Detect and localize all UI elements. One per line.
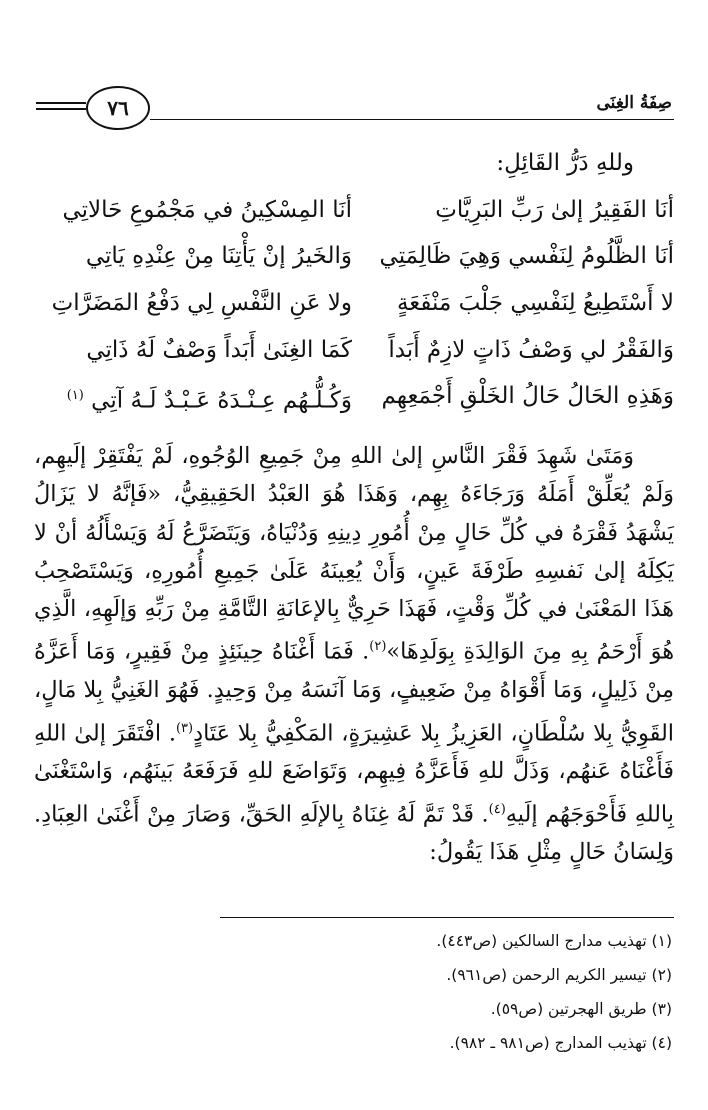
verse-second-hemistich: كَمَا الغِنَىٰ أَبَداً وَصْفٌ لَهُ ذَاتِي [86,337,352,363]
paragraph-text: وَمَتَىٰ شَهِدَ فَقْرَ النَّاسِ إلىٰ اللهِ مِنْ جَمِيعِ الوُجُوهِ، لَمْ يَفْتَقِرْ إلَيهِم، وَلَمْ يُعَلِّقْ أَمَلَهُ وَرَجَاءَهُ بِهِم، وَهَذَا هُوَ العَبْدُ الحَقِيقِيُّ، «فَإنَّهُ لا يَزَالُ يَشْهَدُ فَقْرَهُ في كُلِّ حَالٍ مِنْ أُمُورِ دِينِهِ وَدُنْيَاهُ، وَيَتَضَرَّعُ لَهُ وَيَسْأَلُهُ أنْ لا يَكِلَهُ إلىٰ نَفسِهِ طَرْفَةَ عَينٍ، وَأَنْ يُعِينَهُ عَلَىٰ جَمِيعِ أُمُورِهِ، وَيَسْتَصْحِبُ هَذَا المَعْنَىٰ في كُلِّ وَقْتٍ، فَهَذَا حَرِيٌّ بِالإعَانَةِ التَّامَّةِ مِنْ رَبِّهِ وَإلَهِهِ، الَّذِي هُوَ أَرْحَمُ بِهِ مِنَ الوَالِدَةِ بِوَلَدِهَا» [34,443,674,665]
verse-second-hemistich: وَكُـلُّـهُم عِـنْـدَهُ عَـبْـدٌ لَـهُ آتِي [91,387,352,414]
footnote: (١) تهذيب مدارج السالكين (ص٤٤٣). [436,932,672,950]
footnote-marker: (١) [66,388,84,403]
poem-verse [34,190,674,238]
page-number: ٧٦ [86,86,150,130]
poem [34,190,674,430]
running-header-title: صِفَةُ الغِنَى [596,93,672,113]
paragraph-text: . فَمَا أَغْنَاهُ حِينَئِذٍ مِنْ فَقِيرٍ، وَمَا أَعَزَّهُ مِنْ ذَلِيلٍ، وَمَا أَقْوَاهُ مِنْ ضَعِيفٍ، وَمَا آنَسَهُ مِنْ وَحِيدٍ. فَهُوَ الغَنِيُّ بِلا مَالٍ، القَوِيُّ بِلا سُلْطَانٍ، العَزِيزُ بِلا عَشِيرَةٍ، المَكْفِيُّ بِلا عَتَادٍ [34,638,674,747]
paragraph-text: . افْتَقَرَ إلىٰ اللهِ فَأَغْنَاهُ عَنهُم، وَذَلَّ للهِ فَأَعَزَّهُ فِيهِم، وَتَوَاضَعَ للهِ فَرَفَعَهُ بَينَهُم، وَاسْتَغْنَىٰ بِاللهِ فَأَحْوَجَهُم إلَيهِ [34,720,674,828]
footnote: (٣) طريق الهجرتين (ص٥٩). [490,1000,672,1018]
verse-first-hemistich: وَالفَقْرُ لي وَصْفُ ذَاتٍ لازِمٌ أَبَداً [388,337,674,363]
footnote-marker: (٤) [488,801,506,817]
poem-intro: وللهِ دَرُّ القَائِلِ: [496,150,634,176]
poem-verse [34,330,674,378]
verse-second-hemistich: أنَا المِسْكِينُ في مَجْمُوعِ حَالاتِي [62,197,352,223]
header-double-rule-top [36,102,86,104]
body-paragraph [34,437,674,872]
verse-first-hemistich: أنَا الفَقِيرُ إلىٰ رَبِّ البَرِيَّاتِ [435,197,674,223]
footnote: (٤) تهذيب المدارج (ص٩٨١ ـ ٩٨٢). [449,1034,672,1052]
footnote-marker: (٢) [369,639,387,655]
poem-verse [34,236,674,284]
footnote: (٢) تيسير الكريم الرحمن (ص٩٦١). [446,966,672,984]
verse-first-hemistich: لا أَسْتَطِيعُ لِنَفْسِي جَلْبَ مَنْفَعَةٍ [396,290,674,316]
verse-first-hemistich: وَهَذِهِ الحَالُ حَالُ الخَلْقِ أَجْمَعِهِم [381,383,674,409]
poem-verse [34,376,674,424]
verse-second-hemistich: ولا عَنِ النَّفْسِ لِي دَفْعُ المَضَرَّاتِ [51,290,352,316]
header-rule [150,119,674,120]
paragraph-text: . قَدْ تَمَّ لَهُ غِنَاهُ بِالإلَهِ الحَقِّ، وَصَارَ مِنْ أَغْنَىٰ العِبَادِ. وَلِسَانُ حَالٍ مِثْلِ هَذَا يَقُولُ: [34,801,674,866]
poem-verse [34,283,674,331]
verse-second-hemistich: وَالخَيرُ إنْ يَأْتِنَا مِنْ عِنْدِهِ يَاتِي [85,243,352,269]
verse-first-hemistich: أنَا الظَّلُومُ لِنَفْسي وَهِيَ ظَالِمَتِي [379,243,674,269]
header-double-rule-bottom [36,108,86,110]
footnote-separator [220,917,674,918]
footnote-marker: (٣) [175,720,194,736]
verse-second-hemistich-with-note [34,376,352,421]
